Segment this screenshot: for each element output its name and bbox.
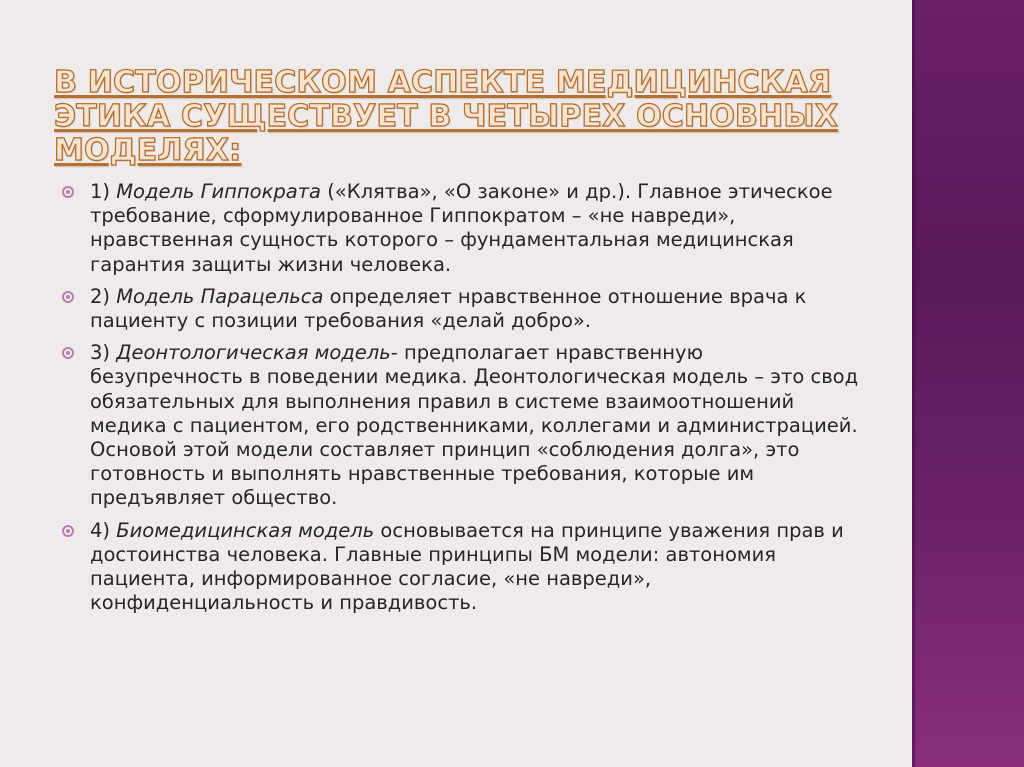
model-name: Биомедицинская модель [116,518,375,542]
model-name: Модель Гиппократа [116,180,321,203]
item-prefix: 3) [90,341,117,365]
model-name: Деонтологическая модель [116,341,391,365]
item-text: - предполагает нравственную безупречность в поведении медика. Деонтологическая модель – это свод обязательных для выполнения правил в системе взаимоотношений медика с пациентом, его родственниками, коллегами и администрацией. Основой этой модели составляет принцип «соблюдения долга», это готовность и выполнять нравственные требования, которые им предъявляет общество. [90,341,859,510]
bullet-item-4 [62,519,862,616]
circle-bullet-icon [62,525,74,537]
item-text: («Клятва», «О законе» и др.). Главное этическое требование, сформулированное Гиппократом – «не навреди», нравственная сущность которого – фундаментальная медицинская гарантия защиты жизни человека. [90,180,833,276]
item-prefix: 2) [90,284,117,308]
item-prefix: 1) [90,180,117,203]
bullet-item-3 [62,341,862,510]
bullet-list [62,180,862,623]
bullet-item-1 [62,180,862,277]
item-prefix: 4) [90,518,117,542]
side-accent-band [912,0,1024,767]
model-name: Модель Парацельса [116,284,324,308]
circle-bullet-icon [62,291,74,303]
item-text: определяет нравственное отношение врача к пациенту с позиции требования «делай добро». [90,284,807,333]
circle-bullet-icon [62,347,74,359]
circle-bullet-icon [62,186,74,198]
item-text: основывается на принципе уважения прав и достоинства человека. Главные принципы БМ модели: автономия пациента, информированное согласие, «не навреди», конфиденциальность и правдивость. [90,518,844,615]
slide-title: В ИСТОРИЧЕСКОМ АСПЕКТЕ МЕДИЦИНСКАЯ ЭТИКА СУЩЕСТВУЕТ В ЧЕТЫРЕХ ОСНОВНЫХ МОДЕЛЯХ: [54,65,839,168]
bullet-item-2 [62,285,862,333]
